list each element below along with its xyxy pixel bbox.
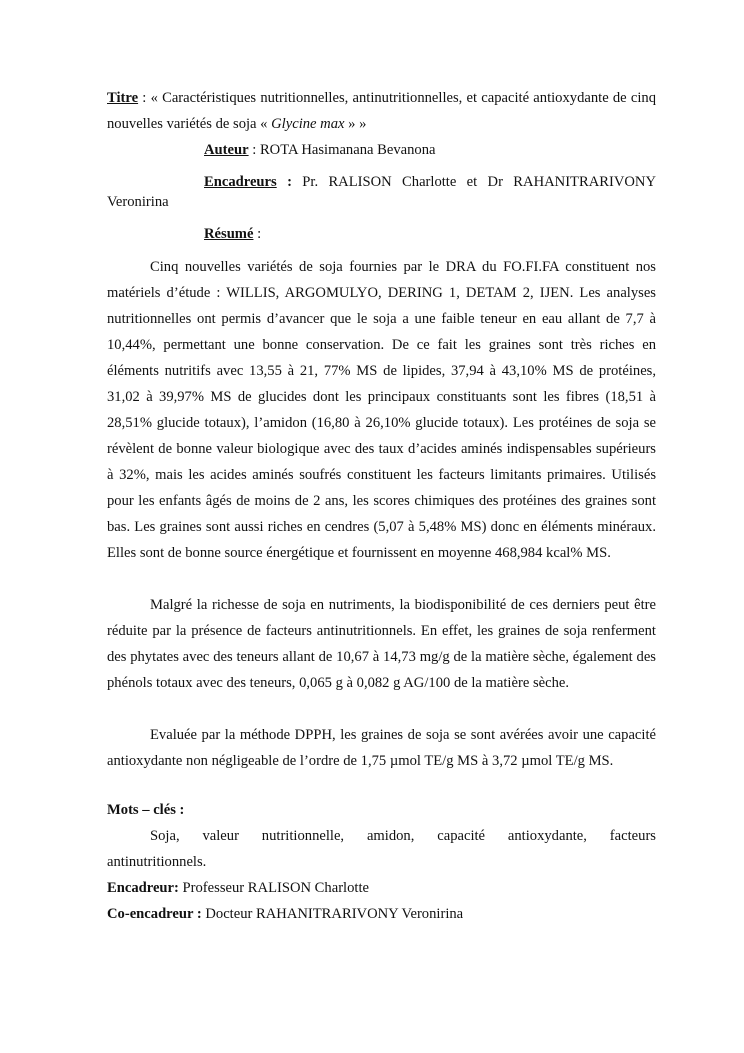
supervisor-line — [107, 875, 656, 901]
abstract-paragraph-2: Malgré la richesse de soja en nutriments, la biodisponibilité de ces derniers peut être réduite par la présence de facteurs antinutritionnels. En effet, les graines de soja renferment des phytates avec des teneurs allant de 10,67 à 14,73 mg/g de la matière sèche, également des phénols totaux avec des teneurs, 0,065 g à 0,082 g AG/100 de la matière sèche. — [107, 597, 656, 691]
title-text-italic: Glycine max — [271, 116, 345, 132]
keywords-line-1: Soja, valeur nutritionnelle, amidon, capacité antioxydante, facteurs — [150, 828, 656, 844]
author-label: Auteur — [204, 142, 249, 158]
title-label: Titre — [107, 90, 139, 106]
keywords-label: Mots – clés : — [107, 802, 185, 818]
supervisor-text: Professeur RALISON Charlotte — [178, 880, 369, 896]
abstract-paragraph-1: Cinq nouvelles variétés de soja fournies par le DRA du FO.FI.FA constituent nos matériels d’étude : WILLIS, ARGOMULYO, DERING 1, DETAM 2, IJEN. Les analyses nutritionnelles ont permis d’avancer que le soja a une faible teneur en eau allant de 7,7 à 10,44%, permettant une bonne conservation. De ce fait les graines sont très riches en éléments nutritifs avec 13,55 à 21, 77% MS de lipides, 37,94 à 43,10% MS de protéines, 31,02 à 39,97% MS de glucides dont les principaux constituants sont les fibres (18,51 à 28,51% glucide totaux), l’amidon (16,80 à 26,10% glucide totaux). Les protéines de soja se révèlent de bonne valeur biologique avec des taux d’acides aminés indispensables supérieurs à 32%, mais les acides aminés soufrés constituent les facteurs limitants primaires. Utilisés pour les enfants âgés de moins de 2 ans, les scores chimiques des protéines des graines sont bas. Les graines sont aussi riches en cendres (5,07 à 5,48% MS) donc en éléments minéraux. Elles sont de bonne source énergétique et fournissent en moyenne 468,984 kcal% MS. — [107, 259, 656, 561]
title-block — [107, 85, 656, 137]
title-text-part1: « Caractéristiques nutritionnelles, antinutritionnelles, et capacité antioxydante de cinq nouvelles variétés de soja « — [107, 90, 657, 132]
title-separator: : — [138, 90, 151, 106]
abstract-heading — [204, 221, 656, 247]
supervisors-colon: : — [276, 174, 292, 190]
author-line — [204, 137, 656, 163]
abstract-label: Résumé — [204, 226, 254, 242]
supervisors-line-2 — [107, 189, 656, 215]
title-text-part2: » » — [344, 116, 367, 132]
author-text: : ROTA Hasimanana Bevanona — [248, 142, 436, 158]
supervisors-names: Pr. RALISON Charlotte et Dr RAHANITRARIVONY — [291, 174, 656, 190]
abstract-paragraph-3: Evaluée par la méthode DPPH, les graines de soja se sont avérées avoir une capacité antioxydante non négligeable de l’ordre de 1,75 µmol TE/g MS à 3,72 µmol TE/g MS. — [107, 727, 656, 769]
co-supervisor-text: Docteur RAHANITRARIVONY Veronirina — [201, 906, 464, 922]
co-supervisor-line — [107, 901, 656, 927]
abstract-colon: : — [253, 226, 262, 242]
keywords-line-2: antinutritionnels. — [107, 854, 207, 870]
co-supervisor-label: Co-encadreur : — [107, 906, 202, 922]
supervisors-label: Encadreurs — [204, 174, 277, 190]
supervisors-names-cont: Veronirina — [107, 194, 169, 210]
supervisor-label: Encadreur: — [107, 880, 179, 896]
